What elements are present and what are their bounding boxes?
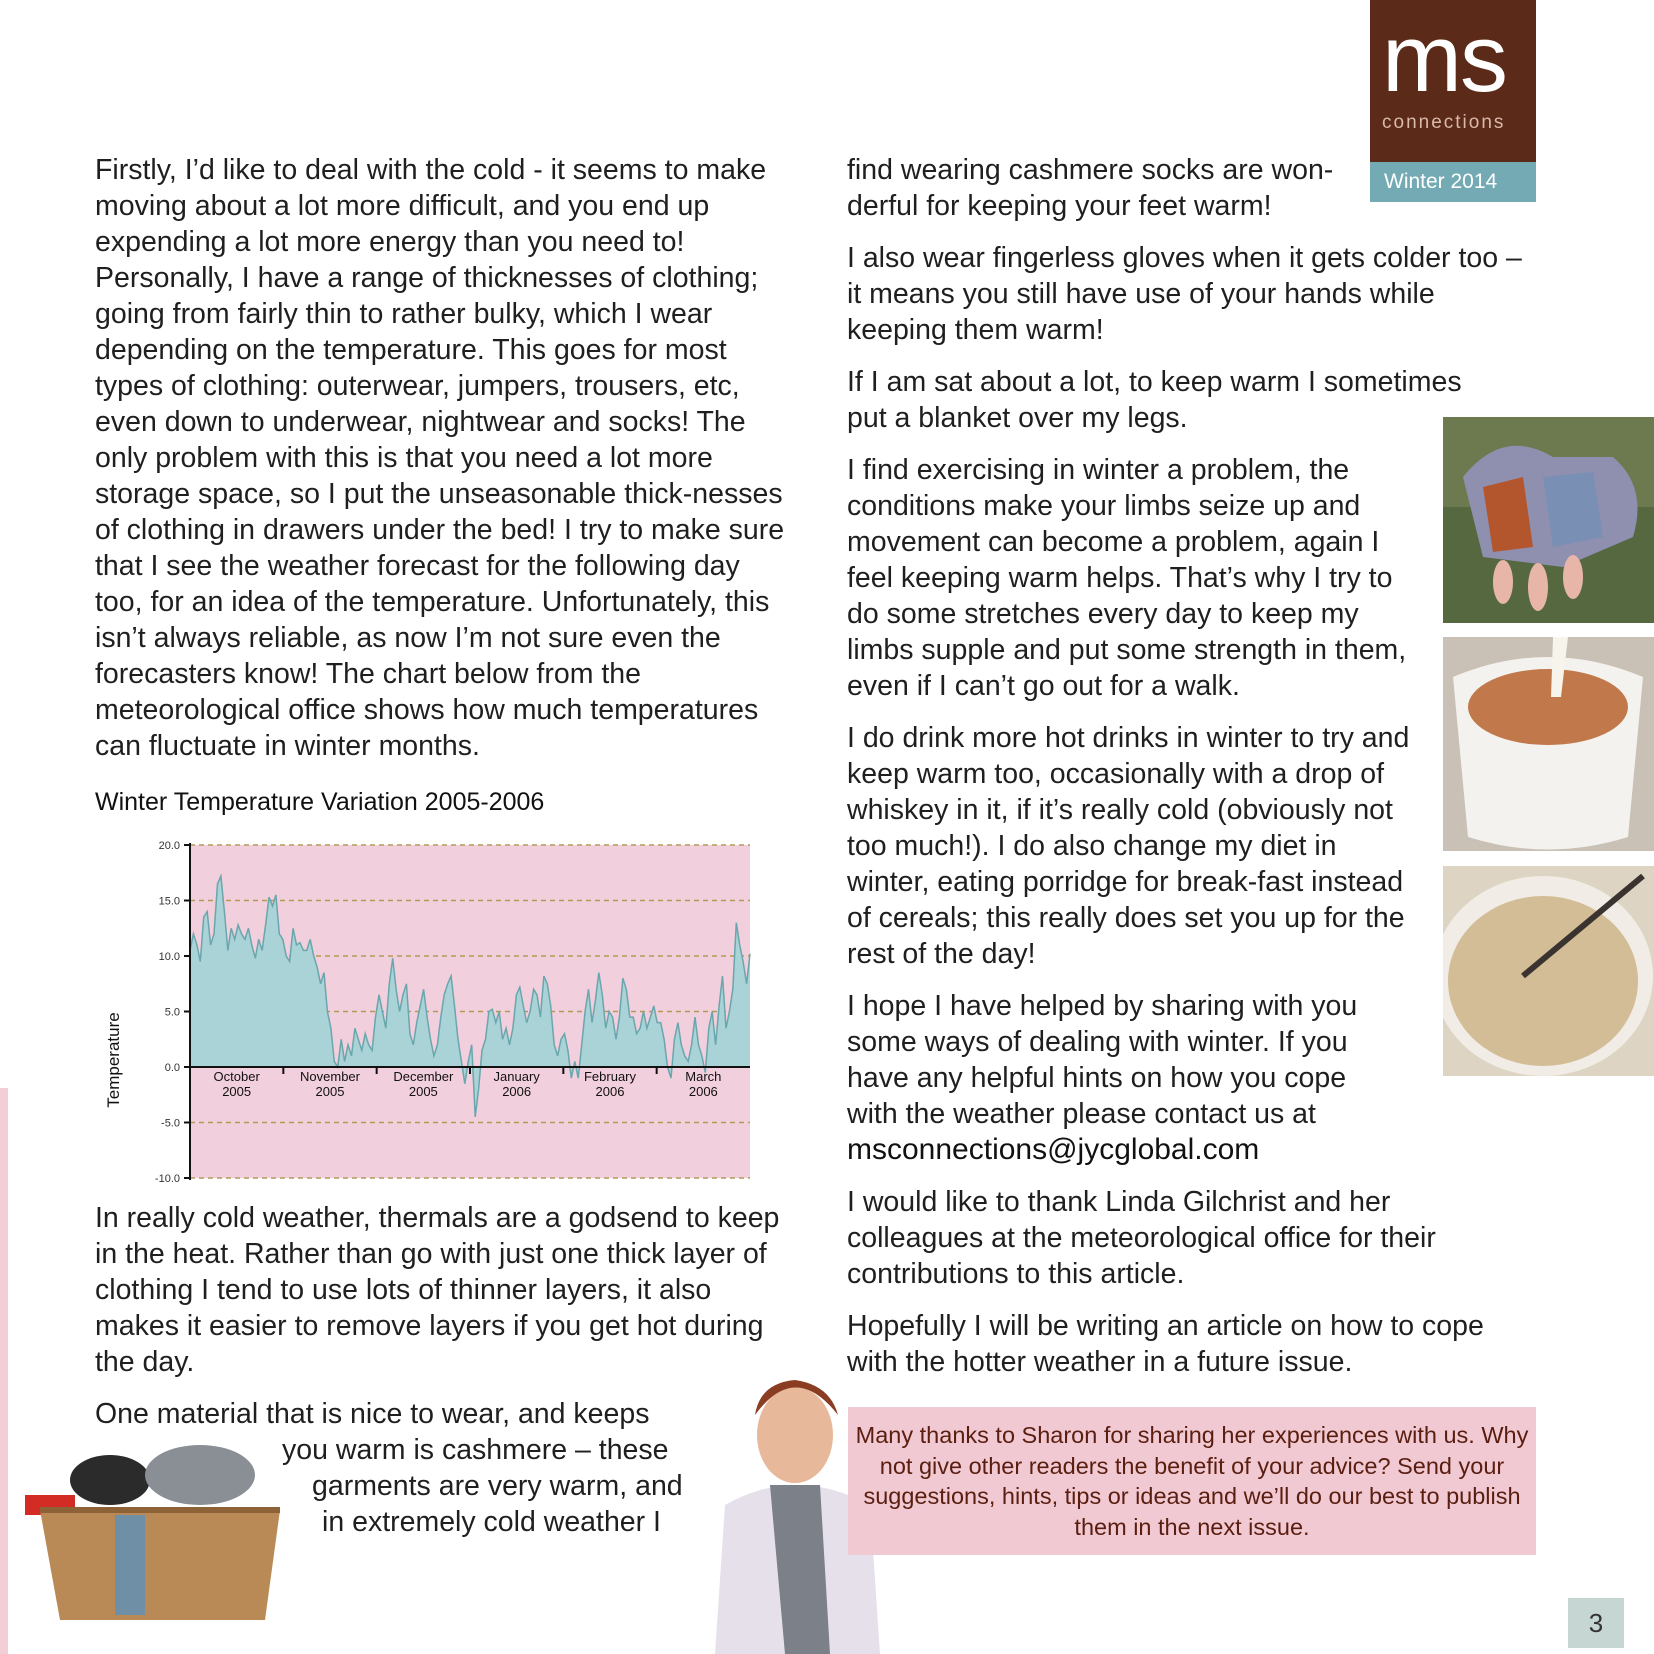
thanks-paragraph: I would like to thank Linda Gilchrist and her colleagues at the meteorological office for their contributions to this article. [847, 1186, 1436, 1290]
x-tick-label-month: January [493, 1069, 540, 1084]
thermals-paragraph: In really cold weather, thermals are a godsend to keep in the heat. Rather than go with just one thick layer of clothing I tend to use lots of thinner layers, it also makes it easier to remove layers if you get hot during the day. [95, 1202, 780, 1378]
material-line-1: One material that is nice to wear, and keeps [95, 1398, 650, 1430]
socks-paragraph: find wearing cashmere socks are won-derful for keeping your feet warm! [847, 154, 1334, 222]
page-number: 3 [1568, 1598, 1624, 1648]
material-line-4: in extremely cold weather I [322, 1506, 661, 1538]
x-tick-label-year: 2005 [408, 1084, 438, 1099]
temperature-chart [90, 830, 770, 1190]
y-tick-label: 0.0 [164, 1062, 180, 1074]
cup-of-tea-photo [1443, 637, 1654, 851]
x-tick-label-month: December [393, 1069, 454, 1084]
helpful-hints-paragraph [847, 988, 1387, 1132]
pink-edge-decoration [0, 1088, 8, 1654]
material-line-3: garments are very warm, and [312, 1470, 683, 1502]
chart-title: Winter Temperature Variation 2005-2006 [95, 788, 545, 816]
x-tick-label-month: February [583, 1069, 637, 1084]
x-tick-label-year: 2006 [502, 1084, 532, 1099]
gloves-paragraph: I also wear fingerless gloves when it gets colder too – it means you still have use of your hands while keeping them warm! [847, 242, 1522, 346]
left-column [95, 152, 795, 764]
x-tick-label-year: 2005 [315, 1084, 345, 1099]
material-line-2: you warm is cashmere – these [282, 1434, 669, 1466]
x-tick-label-month: March [685, 1069, 722, 1084]
y-tick-label: 15.0 [158, 895, 180, 908]
y-tick-label: -5.0 [161, 1117, 180, 1130]
hints-text: I hope I have helped by sharing with you some ways of dealing with winter. If you have any helpful hints on how you cope with the weather please contact us at [847, 990, 1358, 1130]
intro-paragraph: Firstly, I’d like to deal with the cold - it seems to make moving about a lot more difficult, and you end up expending a lot more energy than you need to! Personally, I have a range of thicknesses of clothing; going from fairly thin to rather bulky, which I wear depending on the temperature. This goes for most types of clothing: outerwear, jumpers, trousers, etc, even down to underwear, nightwear and socks! The only problem with this is that you need a lot more storage space, so I put the unseasonable thick-nesses of clothing in drawers under the bed! I try to make sure that I see the weather forecast for the following day too, for an idea of the temperature. Unfortunately, this isn’t always reliable, as now I’m not sure even the forecasters know! The chart below from the meteorological office shows how much temperatures can fluctuate in winter months. [95, 154, 785, 762]
y-tick-label: 20.0 [158, 840, 180, 852]
hot-drinks-paragraph: I do drink more hot drinks in winter to try and keep warm too, occasionally with a drop of whiskey in it, if it’s really cold (obviously not too much!). I do also change my diet in winter, eating porridge for break-fast instead of cereals; this really does set you up for the rest of the day! [847, 722, 1410, 970]
reader-callout-box: Many thanks to Sharon for sharing her experiences with us. Why not give other readers the benefit of your advice? Send your suggestions, hints, tips or ideas and we’ll do our best to publish them in the next issue. [848, 1407, 1536, 1555]
fingerless-gloves-photo [1443, 417, 1654, 623]
y-axis-label: Temperature [104, 1012, 123, 1108]
issue-label: Winter 2014 [1370, 162, 1536, 202]
exercise-paragraph: I find exercising in winter a problem, the conditions make your limbs seize up and movement can become a problem, again I feel keeping warm helps. That’s why I try to do some stretches every day to keep my limbs supple and put some strength in them, even if I can’t go out for a walk. [847, 454, 1407, 702]
right-column [847, 152, 1547, 1396]
x-tick-label-year: 2006 [688, 1084, 718, 1099]
porridge-bowl-photo [1443, 866, 1654, 1076]
logo-subtitle: connections [1382, 112, 1506, 133]
y-tick-label: -10.0 [154, 1173, 180, 1185]
contact-email[interactable]: msconnections@jycglobal.com [847, 1133, 1260, 1166]
x-tick-label-month: October [213, 1069, 260, 1084]
future-issue-paragraph: Hopefully I will be writing an article on how to cope with the hotter weather in a future issue. [847, 1310, 1484, 1378]
y-tick-labels [155, 840, 190, 1185]
y-tick-label: 10.0 [158, 951, 180, 963]
blanket-paragraph: If I am sat about a lot, to keep warm I sometimes put a blanket over my legs. [847, 366, 1462, 434]
x-tick-label-month: November [300, 1069, 360, 1084]
x-tick-label-year: 2006 [595, 1084, 625, 1099]
logo-ms-text: ms [1382, 5, 1506, 112]
y-tick-label: 5.0 [164, 1006, 180, 1019]
magazine-logo [1370, 0, 1536, 162]
laundry-basket-photo [20, 1440, 320, 1625]
x-tick-label-year: 2005 [222, 1084, 252, 1099]
